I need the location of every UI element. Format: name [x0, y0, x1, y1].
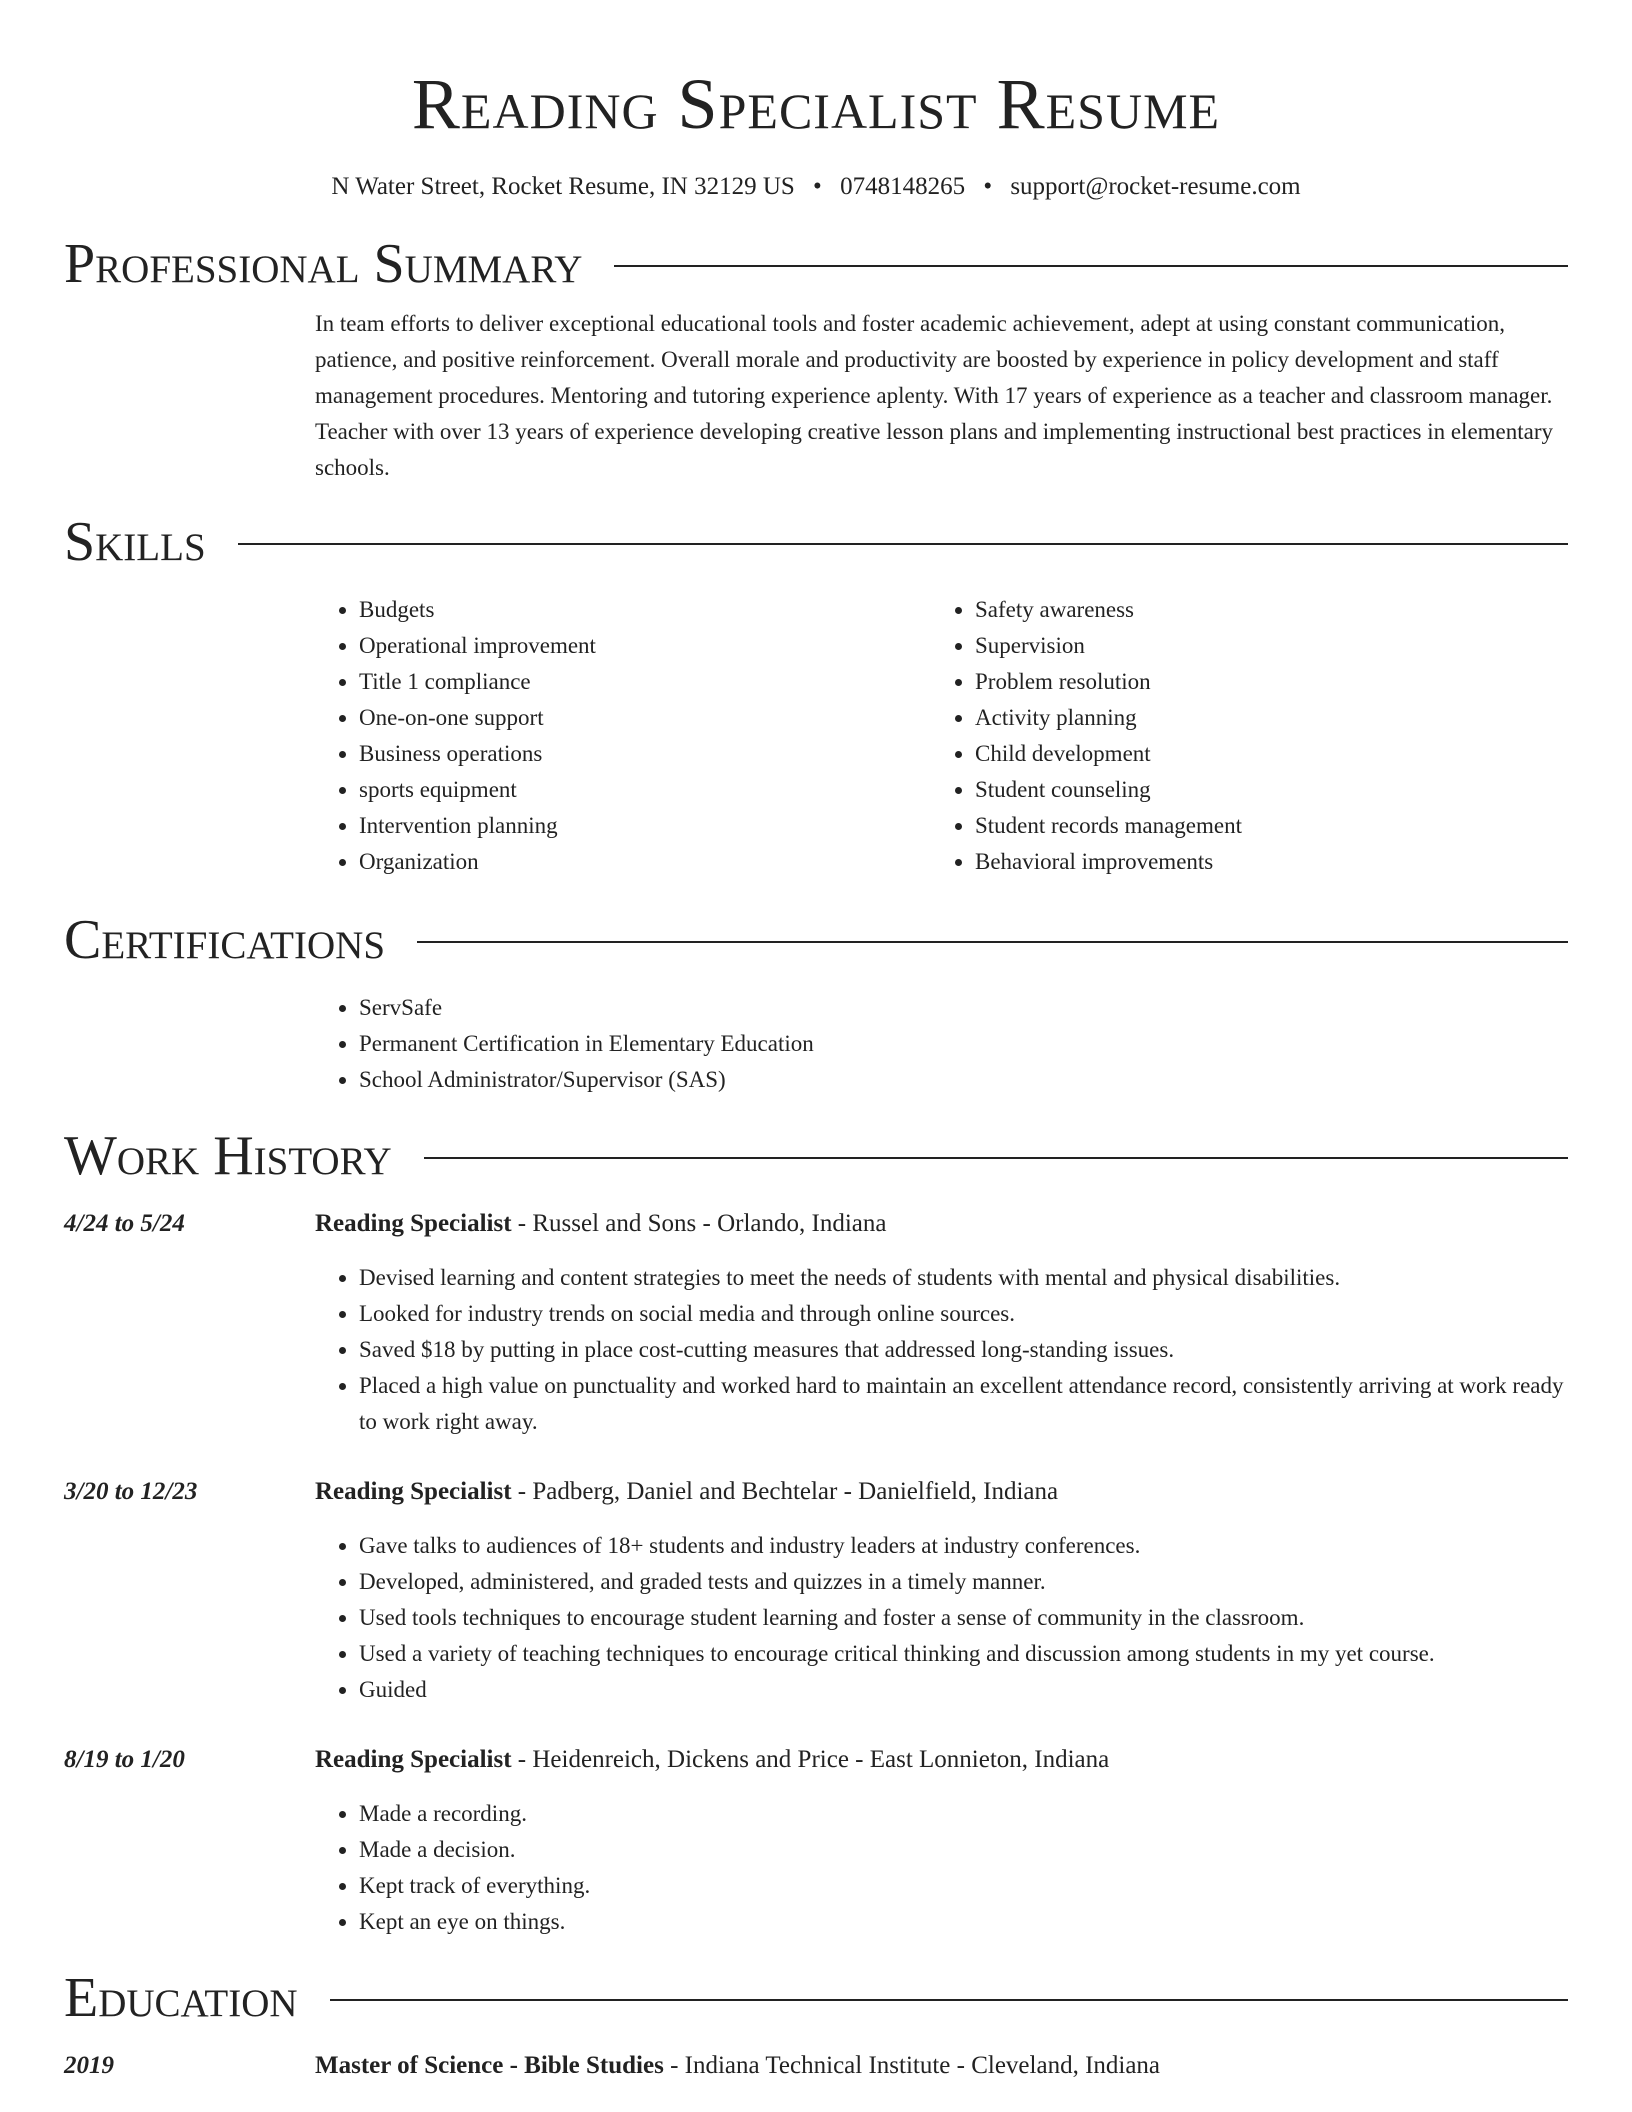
contact-phone: 0748148265	[840, 173, 966, 200]
job-role: Reading Specialist	[315, 1746, 512, 1773]
skill-item: • One-on-one support	[359, 700, 931, 736]
skills-section	[64, 512, 1568, 880]
skill-item: • Problem resolution	[975, 664, 1242, 700]
section-heading	[64, 1968, 1568, 2028]
professional-summary-section	[64, 234, 1568, 486]
section-heading	[64, 512, 1568, 572]
summary-text: In team efforts to deliver exceptional educational tools and foster academic achievement, adept at using constant communication, patience, and positive reinforcement. Overall morale and productivity are boosted by experience in policy development and staff management procedures. Mentoring and tutoring experience aplenty. With 17 years of experience as a teacher and classroom manager. Teacher with over 13 years of experience developing creative lesson plans and implementing instructional best practices in elementary schools.	[315, 311, 1554, 480]
job-dates: 3/20 to 12/23	[64, 1478, 198, 1505]
job-bullet: • Gave talks to audiences of 18+ students and industry leaders at industry conferences.	[359, 1528, 1568, 1564]
job-employer: - Russel and Sons - Orlando, Indiana	[511, 1210, 887, 1237]
education-details	[315, 2048, 1160, 2084]
job-bullet: • Kept track of everything.	[359, 1868, 1568, 1904]
section-divider	[417, 941, 1568, 943]
job-title-line	[315, 1206, 1568, 1242]
skill-item: • Student counseling	[975, 772, 1242, 808]
job-bullet: • Used tools techniques to encourage student learning and foster a sense of community in the classroom.	[359, 1600, 1568, 1636]
section-title: Professional Summary	[64, 233, 583, 295]
job-entry	[64, 1742, 1568, 1940]
skill-item: • Activity planning	[975, 700, 1242, 736]
skill-item: • Organization	[359, 844, 931, 880]
job-bullet: • Devised learning and content strategies to meet the needs of students with mental and physical disabilities.	[359, 1260, 1568, 1296]
skills-list-right	[931, 592, 1242, 880]
contact-address: N Water Street, Rocket Resume, IN 32129 US	[331, 173, 795, 200]
job-bullet: • Placed a high value on punctuality and worked hard to maintain an excellent attendance record, consistently arriving at work ready to work right away.	[359, 1368, 1568, 1440]
section-title: Work History	[64, 1125, 392, 1187]
certifications-section	[64, 910, 1568, 1098]
job-bullet: • Made a decision.	[359, 1832, 1568, 1868]
job-bullet: • Guided	[359, 1672, 1568, 1708]
certifications-list	[315, 990, 1568, 1098]
skill-item: • Student records management	[975, 808, 1242, 844]
job-bullet: • Used a variety of teaching techniques to encourage critical thinking and discussion among students in my yet course.	[359, 1636, 1568, 1672]
certification-item: • School Administrator/Supervisor (SAS)	[359, 1062, 1568, 1098]
job-title-line	[315, 1474, 1568, 1510]
job-details	[315, 1474, 1568, 1708]
job-bullet: • Made a recording.	[359, 1796, 1568, 1832]
contact-line	[64, 170, 1568, 204]
skill-item: • Operational improvement	[359, 628, 931, 664]
job-title-line	[315, 1742, 1568, 1778]
education-section	[64, 1968, 1568, 2084]
job-role: Reading Specialist	[315, 1478, 512, 1505]
job-bullet: • Saved $18 by putting in place cost-cutting measures that addressed long-standing issues.	[359, 1332, 1568, 1368]
job-bullets	[315, 1260, 1568, 1440]
job-bullet: • Looked for industry trends on social media and through online sources.	[359, 1296, 1568, 1332]
certification-item: • Permanent Certification in Elementary Education	[359, 1026, 1568, 1062]
education-degree: Master of Science - Bible Studies	[315, 2052, 664, 2079]
job-dates: 4/24 to 5/24	[64, 1210, 185, 1237]
job-entry	[64, 1206, 1568, 1440]
section-heading	[64, 910, 1568, 970]
section-title: Skills	[64, 511, 206, 573]
skills-list-left	[315, 592, 931, 880]
skill-item: • Budgets	[359, 592, 931, 628]
job-details	[315, 1742, 1568, 1940]
skill-item: • Business operations	[359, 736, 931, 772]
section-divider	[614, 265, 1568, 267]
job-bullets	[315, 1796, 1568, 1940]
skill-item: • sports equipment	[359, 772, 931, 808]
skill-item: • Behavioral improvements	[975, 844, 1242, 880]
section-divider	[424, 1157, 1568, 1159]
skill-item: • Child development	[975, 736, 1242, 772]
resume-title: Reading Specialist Resume	[411, 64, 1221, 144]
section-divider	[238, 543, 1568, 545]
job-entry	[64, 1474, 1568, 1708]
section-heading	[64, 1126, 1568, 1186]
skill-item: • Supervision	[975, 628, 1242, 664]
job-bullet: • Developed, administered, and graded tests and quizzes in a timely manner.	[359, 1564, 1568, 1600]
section-title: Certifications	[64, 909, 386, 971]
education-school: - Indiana Technical Institute - Cleveland, Indiana	[663, 2052, 1161, 2079]
education-year: 2019	[64, 2052, 114, 2079]
section-divider	[330, 1999, 1568, 2001]
job-employer: - Heidenreich, Dickens and Price - East Lonnieton, Indiana	[511, 1746, 1110, 1773]
skill-item: • Intervention planning	[359, 808, 931, 844]
section-title: Education	[64, 1967, 298, 2029]
contact-email: support@rocket-resume.com	[1010, 173, 1301, 200]
job-employer: - Padberg, Daniel and Bechtelar - Danielfield, Indiana	[511, 1478, 1059, 1505]
job-bullets	[315, 1528, 1568, 1708]
skills-columns	[315, 592, 1568, 880]
job-details	[315, 1206, 1568, 1440]
skill-item: • Title 1 compliance	[359, 664, 931, 700]
contact-separator: •	[983, 173, 993, 200]
job-role: Reading Specialist	[315, 1210, 512, 1237]
job-dates: 8/19 to 1/20	[64, 1746, 185, 1773]
work-history-section	[64, 1126, 1568, 1940]
education-entry	[64, 2048, 1568, 2084]
job-bullet: • Kept an eye on things.	[359, 1904, 1568, 1940]
certification-item: • ServSafe	[359, 990, 1568, 1026]
skill-item: • Safety awareness	[975, 592, 1242, 628]
contact-separator: •	[813, 173, 822, 200]
section-heading	[64, 234, 1568, 294]
